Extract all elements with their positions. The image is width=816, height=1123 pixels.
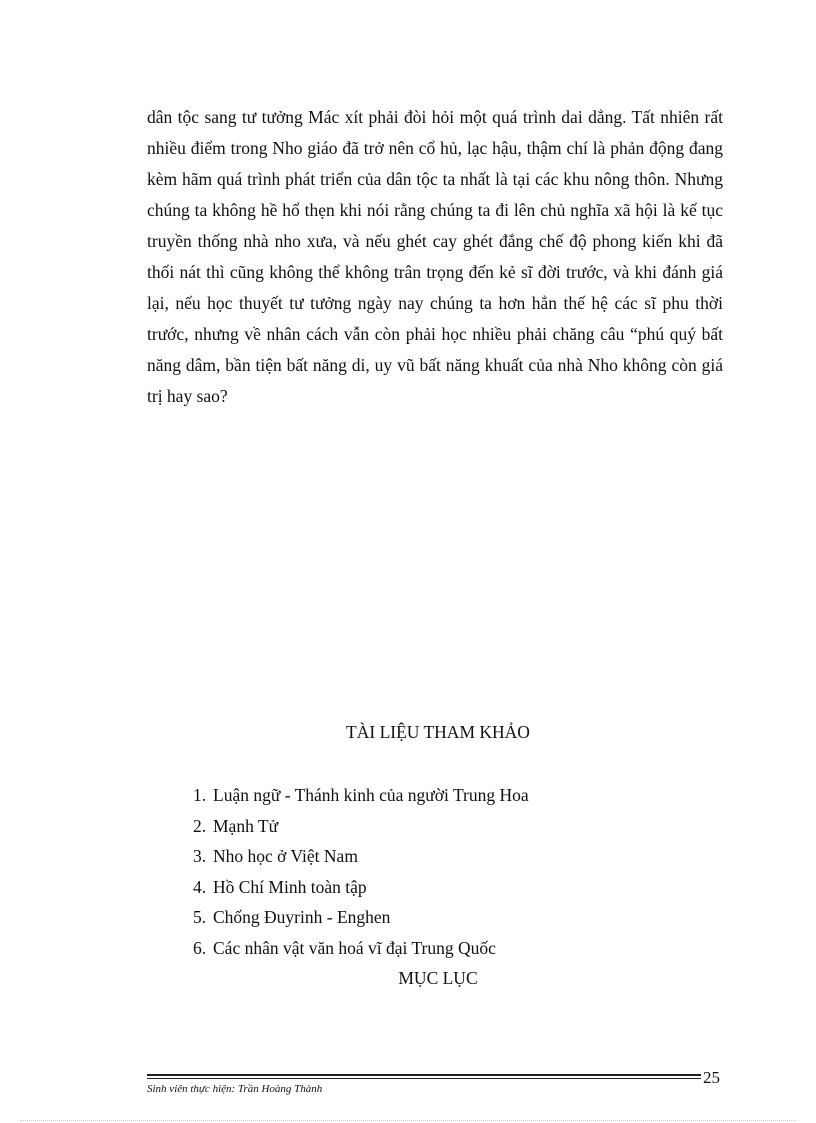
reference-number: 6. bbox=[193, 937, 207, 958]
reference-text: Các nhân vật văn hoá vĩ đại Trung Quốc bbox=[213, 937, 496, 958]
reference-text: Chống Đuyrinh - Enghen bbox=[213, 907, 391, 927]
reference-number: 5. bbox=[193, 907, 207, 927]
reference-number: 4. bbox=[193, 876, 207, 897]
reference-item bbox=[193, 843, 529, 874]
footer-divider bbox=[147, 1074, 701, 1079]
reference-item bbox=[193, 782, 529, 813]
references-list bbox=[193, 782, 529, 965]
page-number: 25 bbox=[703, 1068, 720, 1087]
body-paragraph: dân tộc sang tư tưởng Mác xít phải đòi hỏi một quá trình dai dẳng. Tất nhiên rất nhiều điểm trong Nho giáo đã trở nên cổ hủ, lạc hậu, thậm chí là phản động đang kèm hãm quá trình phát triển của dân tộc ta nhất là tại các khu nông thôn. Nhưng chúng ta không hề hổ thẹn khi nói rằng chúng ta đi lên chủ nghĩa xã hội là kế tục truyền thống nhà nho xưa, và nếu ghét cay ghét đắng chế độ phong kiến khi đã thối nát thì cũng không thể không trân trọng đến kẻ sĩ đời trước, và khi đánh giá lại, nếu học thuyết tư tưởng ngày nay chúng ta hơn hẳn thế hệ các sĩ phu thời trước, nhưng về nhân cách vẫn còn phải học nhiều phải chăng câu “phú quý bất năng dâm, bần tiện bất năng di, uy vũ bất năng khuất của nhà Nho không còn giá trị hay sao? bbox=[147, 107, 723, 406]
reference-item bbox=[193, 874, 529, 905]
reference-item bbox=[193, 935, 529, 966]
reference-item bbox=[193, 904, 529, 935]
body-text bbox=[147, 102, 723, 412]
reference-text: Luận ngữ - Thánh kinh của người Trung Hoa bbox=[213, 785, 529, 805]
toc-title: MỤC LỤC bbox=[398, 968, 478, 988]
reference-number: 2. bbox=[193, 815, 207, 836]
reference-text: Hồ Chí Minh toàn tập bbox=[213, 876, 367, 897]
reference-number: 3. bbox=[193, 846, 207, 866]
page-bottom-border bbox=[20, 1120, 796, 1121]
footer-author: Sinh viên thực hiện: Trần Hoàng Thành bbox=[147, 1083, 323, 1095]
reference-item bbox=[193, 813, 529, 844]
references-title: TÀI LIỆU THAM KHẢO bbox=[346, 722, 530, 742]
reference-number: 1. bbox=[193, 785, 207, 805]
reference-text: Nho học ở Việt Nam bbox=[213, 846, 358, 866]
reference-text: Mạnh Tử bbox=[213, 815, 279, 836]
